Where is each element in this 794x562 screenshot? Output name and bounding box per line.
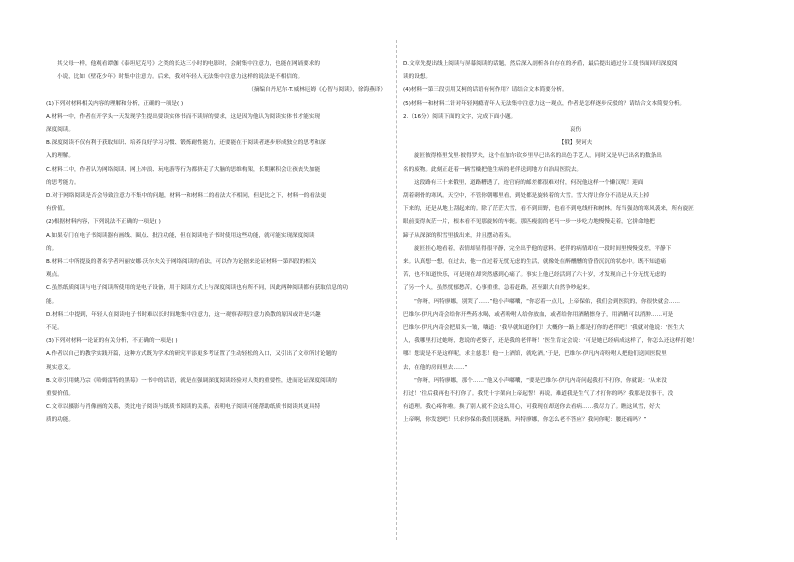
text-line: 打过！’往后我再也不打你了。我凭十字架向上帝起誓！再说，难道我是生气了才打你的吗？我那是没事干，没 (403, 391, 674, 398)
text-line: 入的理解。 (46, 153, 74, 160)
text-line: 有价值。 (46, 206, 69, 213)
text-line: A.如果专门在电子书阅读器有画线、圈点、批注功能，但在阅读电子书时使用这些功能，就可能实现深度阅读 (46, 232, 315, 239)
text-line: B.深度阅读不仅有利于获取知识、培养良好学习习惯、锻炼耐性能力，还要能在于阅读者逐步形成独立的思考和深 (46, 140, 326, 147)
text-line: 旋匠挂心地看着，表情却显得很平静，完全出乎他的意料。老伴的病情却在一段时间里慢慢变差，平静下 (414, 245, 672, 252)
text-line: C.材料二中，作者认为网络阅读、网上冲浪、玩电游等行为都挤走了大脑的思维构架，长期累积会让孩丧失加能 (46, 166, 321, 173)
text-line: 有道理。我心疼你啦。换了别人就不会这么用心，可我现在却送你去看病……我尽力了。瞧这风雪，好大 (403, 404, 661, 411)
text-line: 巴维尔·伊凡内奇会给你开些药水喝，或者吩咐人给你放血，或者给你用酒精擦身子，用酒精可以消肿……可是 (403, 311, 674, 318)
text-line: 的。 (46, 245, 58, 252)
text-line: 巴维尔·伊凡内奇会把眉头一皱，嚷道：‘我早就知道你们！大概你一路上都是打你的老伴吧！’我就对他说：‘医生大 (403, 325, 685, 332)
text-line: 来。认真想一想，在过去，他一直过着无忧无虑的生活，就像处在醉醺醺的昏昏沉沉的状态中。既不知道痛 (403, 259, 666, 266)
text-line: 眼前变得灰茫一片，根本看不见那旋转的车轭。那匹瘦弱的老马一步一步吃力地慢慢走着，它拼命地把 (403, 219, 655, 226)
text-line: (2)根据材料内容，下列说法不正确的一项是( ) (46, 219, 161, 226)
text-line: “你呀，玛特廖娜，别哭了……”他小声嘟囔，“你忍着一点儿，上帝保佑，我们会到医院的，你很快就会…… (414, 298, 681, 305)
text-line: 读的设想。 (403, 74, 431, 81)
text-line: A.材料一中，作者在开学头一天发现学生提出要读实体书而不读屏的要求，这是因为他认为阅读实体书才能实现 (46, 113, 321, 120)
right-column (403, 58, 748, 428)
text-line: 其父母一样，他观看谭伽《泰坦尼克号》之类的长达三小时的电影时，会耐集中注意力，也能在网诵要求的 (57, 61, 320, 67)
text-line: （摘编自丹尼尔·T.威林厄姆《心智与阅读》，徐海燕译） (248, 87, 386, 94)
text-line: 上帝啊，你发怒吧！只求你保佑我们别迷路。玛特廖娜，你怎么老不答应？我问你呢：腰还痛吗？” (403, 417, 647, 424)
text-line: 这段路有三十来俄里，道路糟透了，连官府的邮差都很难对付，何况他这样一个懒汉呢！迎面 (414, 179, 644, 186)
text-line: 现实意义。 (46, 364, 74, 371)
text-line: 蹄子从深深的积雪里拔出来，并且摆动着头。 (403, 232, 515, 239)
text-line: 了另一个人，虽然忧郁愁苦，心事重重，急着赶路，甚至跟大自然争吵起来。 (403, 285, 594, 292)
text-line: A.作者以自己的教学实践开篇，这种方式既为学术的研究平添更多考证置了生动轻松的入口，又引出了文章所讨论题的 (46, 351, 337, 358)
text-line: 小说，比如《壁花少年》时集中注意力。后来，我对年轻人无法集中注意力这样的说法是不相信的。 (57, 74, 304, 81)
text-line: 的思考能力。 (46, 179, 80, 186)
text-line: 能。 (46, 298, 58, 305)
text-line: 名的废物。此刻正赶着一辆雪橇把他生病的老伴送到地方自治局医院去。 (403, 166, 583, 173)
text-line: 下来的，还是从地上刮起来的。除了茫茫大雪，看不到田野，也看不到电线杆和树林。每当强劲的寒风袭来，所有旋匠 (403, 206, 694, 213)
text-line: “你呀，玛特廖娜，那个……”他又小声嘟囔，“要是巴维尔·伊凡内奇问起我打不打你，你就说：‘从来没 (414, 377, 667, 384)
text-line: (5)材料一和材料二针对年轻网瘾青年人无法集中注意力这一观点，作者是怎样逐步反驳的？请结合文本简要分析。 (403, 100, 686, 107)
text-line: D.文章先提出线上阅读与屏幕阅读的话题，然后深入剖析各自存在的矛盾，最后提出通过分工使书面回归深度阅 (403, 61, 678, 67)
text-line: 人，我哪里打过她呀，您说的老婆子，还是我的老伴呀！’医生肯定会说：‘可是她已经病成这样了，你怎么还这样打她！ (403, 338, 698, 345)
text-line: C.虽然纸质阅读与电子阅读所使用的是电子设备，用于阅读方式上与深度阅读也有所不同，因此两种阅读都有获取信息的功 (46, 285, 349, 292)
text-line: 质的功能。 (46, 417, 74, 424)
text-line: 苦，也不知道快乐，可是现在却突然感到心痛了。事实上他已经活到了六十岁，才发现自己十分无忧无虑的 (403, 272, 666, 279)
text-line: D.对于网络阅读是否会导致注意力不集中的问题，材料一和材料二的看法大不相同，但是比之下，材料一的看法更 (46, 193, 327, 200)
text-line: B.材料二中所提及的著名学者玛丽安娜·沃尔夫关于网络阅读的看法，可以作为论据来论证材料一第四段的相关 (46, 259, 317, 266)
text-line: (3)下列对材料一论证的有关分析，不正确的一项是( ) (46, 338, 178, 345)
text-line: (4)材料一第三段引用艾柯的话语有何作用？请结合文本简要分析。 (403, 87, 568, 94)
column-divider (396, 40, 397, 540)
text-line: 哪！您说是不是这样呢，求主慈悲！他一上酒馆，就吃酒。’于是，巴维尔·伊凡内奇吩咐人把他们送回医院里 (403, 351, 667, 358)
text-line: 深度阅读。 (46, 127, 74, 134)
text-line: 重要价值。 (46, 391, 74, 398)
text-line: 观点。 (46, 272, 63, 279)
text-line: (1)下列对材料相关内容的理解和分析，正确的一项是( ) (46, 100, 184, 107)
text-line: 去，在他的房间里去……” (403, 364, 468, 371)
text-line: B.文章引用姚乃宗《哈姆雷特的黑莓》一书中的话语，就是在强调深度阅读经验对人类的重要性，进而论证深度阅读的 (46, 377, 337, 384)
text-line: C.文章以摄影与肖像画的关系，类比电子阅读与纸质书阅读的关系，表明电子阅读可能帮助纸质书阅读其更具特 (46, 404, 321, 411)
text-line: 旋匠彼得格里戈里·彼得罗夫，这个在加尔钦乡里早已出名的出色手艺人，同时又是早已出名的数条出 (414, 153, 662, 160)
text-line: 【俄】契诃夫 (558, 140, 593, 147)
left-column (46, 58, 386, 428)
text-line: D.材料二中提到，年轻人在阅读电子书时难以长时间地集中注意力，这一观察表明注意力涣散的原因或许是兴趣 (46, 311, 321, 318)
text-line: 2.（16分）阅读下面的文字，完成下面小题。 (403, 113, 517, 120)
text-line: 刮着刺骨的寒风。天空中，不管你朝哪里看，到处都是旋转着的大雪。雪大得让你分不清是从天上掉 (403, 193, 650, 200)
text-line: 哀伤 (569, 127, 582, 134)
text-line: 不足。 (46, 325, 63, 332)
